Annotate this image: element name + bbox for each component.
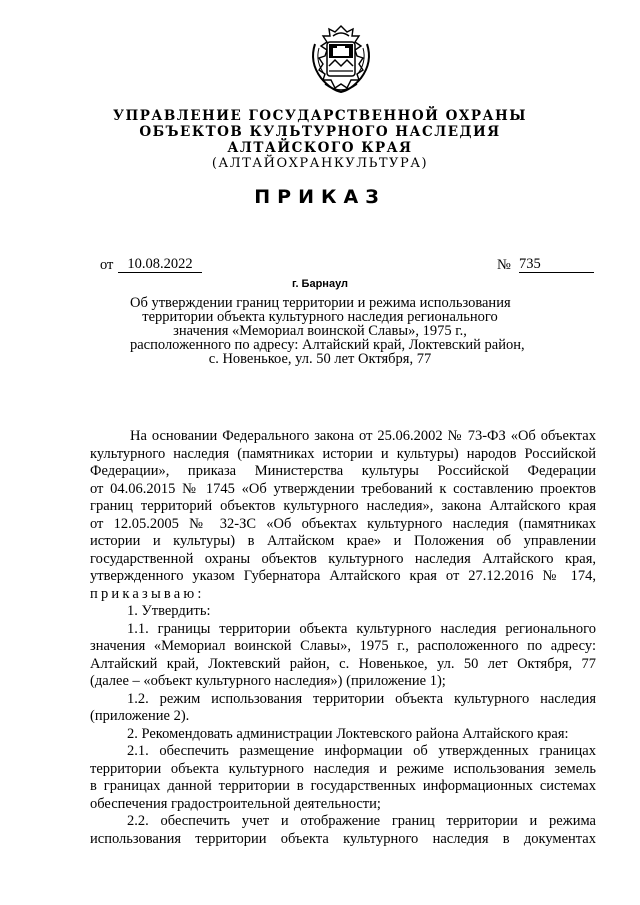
org-short-name: (АЛТАЙОХРАНКУЛЬТУРА): [211, 156, 429, 171]
body-line: утвержденного указом Губернатора Алтайского края от 27.12.2016 № 174,: [90, 568, 596, 584]
list-item-1: 1. Утвердить:: [127, 603, 211, 619]
org-name-line-2: ОБЪЕКТОВ КУЛЬТУРНОГО НАСЛЕДИЯ: [139, 124, 501, 140]
list-item-1-1: 1.1. границы территории объекта культурного наследия регионального: [127, 620, 596, 637]
document-type-heading: ПРИКАЗ: [254, 186, 386, 208]
list-item-2-1: 2.1. обеспечить размещение информации об утвержденных границах: [127, 743, 596, 759]
body-line: использования территории объекта культурного наследия в документах: [90, 830, 596, 847]
body-line: (приложение 2).: [90, 708, 190, 724]
subject-line: Об утверждении границ территории и режима использования: [130, 295, 511, 311]
list-item-1-2: 1.2. режим использования территории объекта культурного наследия: [127, 690, 596, 707]
body-line: территории объекта культурного наследия и режиме использования земель: [90, 760, 596, 777]
body-line: На основании Федерального закона от 25.06.2002 № 73-ФЗ «Об объектах: [130, 428, 596, 444]
document-number: 735: [519, 257, 594, 273]
body-line: границ территорий объектов культурного наследия», закона Алтайского края: [90, 498, 596, 514]
document-subject: [130, 295, 525, 367]
body-line: от 12.05.2005 № 32-ЗС «Об объектах культурного наследия (памятниках: [90, 515, 596, 532]
subject-line: территории объекта культурного наследия регионального: [142, 309, 498, 325]
number-label: №: [497, 257, 511, 273]
body-line: истории и культуры) в Алтайском крае» и Положения об управлении: [90, 533, 596, 549]
body-line: значения «Мемориал воинской Славы», 1975 г., расположенного по адресу:: [90, 638, 596, 654]
body-line: Федерации», приказа Министерства культуры Российской Федерации: [90, 463, 596, 479]
list-item-2-2: 2.2. обеспечить учет и отображение границ территории и режима: [127, 813, 596, 829]
document-date: 10.08.2022: [118, 257, 202, 273]
body-line: приказываю:: [90, 585, 205, 602]
subject-line: расположенного по адресу: Алтайский край, Локтевский район,: [130, 337, 525, 353]
subject-line: значения «Мемориал воинской Славы», 1975 г.,: [173, 323, 467, 339]
body-line: от 04.06.2015 № 1745 «Об утверждении требований к составлению проектов: [90, 480, 596, 497]
org-name-line-3: АЛТАЙСКОГО КРАЯ: [227, 140, 413, 156]
body-line: обеспечения градостроительной деятельности;: [90, 795, 381, 812]
city: г. Барнаул: [291, 278, 349, 290]
list-item-2: 2. Рекомендовать администрации Локтевского района Алтайского края:: [127, 725, 569, 742]
body-line: культурного наследия (памятниках истории и культуры) народов Российской: [90, 445, 596, 462]
org-name-line-1: УПРАВЛЕНИЕ ГОСУДАРСТВЕННОЙ ОХРАНЫ: [113, 108, 527, 124]
body-line: государственной охраны объектов культурного наследия Алтайского края,: [90, 550, 596, 567]
coat-of-arms-emblem: [303, 22, 379, 98]
date-label: от: [100, 257, 114, 273]
subject-line: с. Новенькое, ул. 50 лет Октября, 77: [208, 351, 432, 367]
body-line: Алтайский край, Локтевский район, с. Новенькое, ул. 50 лет Октября, 77: [90, 655, 596, 672]
document-body: [90, 428, 596, 848]
body-line: в границах данной территории в государственных информационных системах: [90, 778, 596, 794]
body-line: (далее – «объект культурного наследия») (приложение 1);: [90, 673, 446, 689]
